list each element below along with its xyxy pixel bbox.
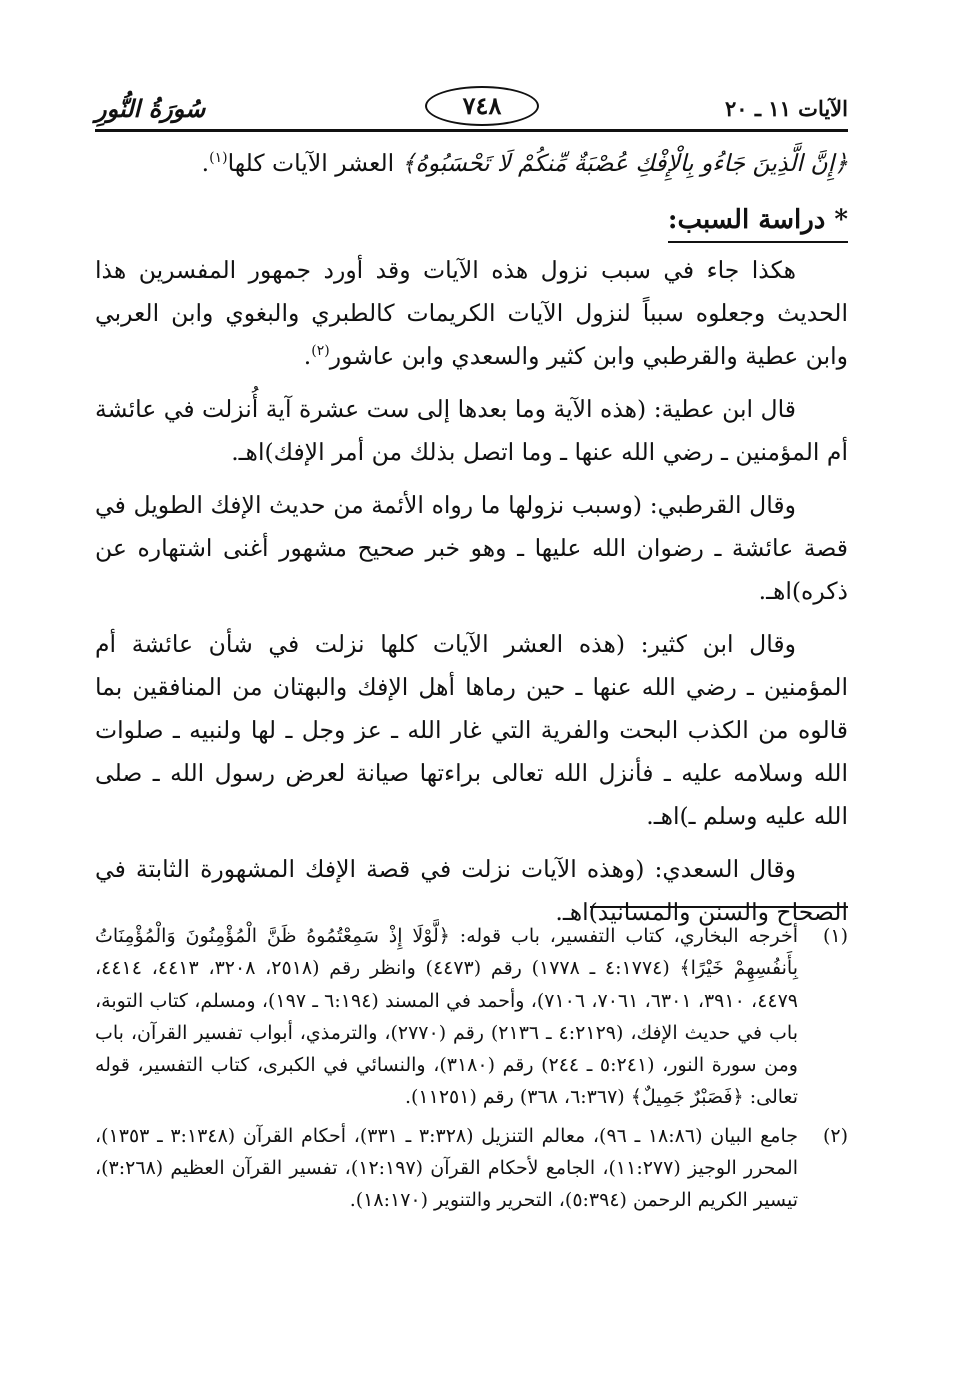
footnote-ref-2: (٢) xyxy=(311,343,330,360)
header-rule xyxy=(95,129,848,132)
paragraph: وقال ابن كثير: (هذه العشر الآيات كلها نزلت في شأن عائشة أم المؤمنين ـ رضي الله عنها ـ حين رماها أهل الإفك والبهتان من المنافقين بما قالوه من الكذب البحت والفرية التي غار الله ـ عز وجل ـ لها ولنبيه ـ صلوات الله وسلامه عليه ـ فأنزل الله تعالى براءتها صيانة لعرض رسول الله ـ صلى الله عليه وسلم ـ)اهـ. xyxy=(95,630,848,830)
header-verse-range: الآيات ١١ ـ ٢٠ xyxy=(724,96,848,121)
footnote-number: (٢) xyxy=(822,1124,848,1147)
footnote-number: (١) xyxy=(822,925,848,947)
paragraph: وقال السعدي: (وهذه الآيات نزلت في قصة الإفك المشهورة الثابتة في الصحاح والسنن والمسانيد)اهـ. xyxy=(95,855,848,926)
opening-text: العشر الآيات كلها xyxy=(227,149,402,177)
footnote-separator xyxy=(590,906,848,908)
paragraph xyxy=(95,249,848,378)
page-number: ٧٤٨ xyxy=(425,86,539,126)
footnote-ref-1: (١) xyxy=(209,150,228,167)
main-text xyxy=(95,142,848,944)
footnote-text: جامع البيان (١٨:٨٦ ـ ٩٦)، معالم التنزيل (٣:٣٢٨ ـ ٣٣١)، أحكام القرآن (٣:١٣٤٨ ـ ١٣٥٣)، المحرر الوجيز (١١:٢٧٧)، الجامع لأحكام القرآن (١٢:١٩٧)، تفسير القرآن العظيم (٣:٢٦٨)، تيسير الكريم الرحمن (٥:٣٩٤)، التحرير والتنوير (١٨:١٧٠). xyxy=(95,1124,798,1212)
header-surah-title: سُورَةُ النُّورِ xyxy=(95,94,206,123)
footnotes xyxy=(95,920,848,1223)
paragraph: قال ابن عطية: (هذه الآية وما بعدها إلى ست عشرة آية أُنزلت في عائشة أم المؤمنين ـ رضي الله عنها ـ وما اتصل بذلك من أمر الإفك)اهـ. xyxy=(95,395,848,466)
footnote-item xyxy=(95,1120,848,1217)
paragraph-text: هكذا جاء في سبب نزول هذه الآيات وقد أورد جمهور المفسرين هذا الحديث وجعلوه سبباً لنزول الآيات الكريمات كالطبري والبغوي وابن العربي وابن عطية والقرطبي وابن كثير والسعدي وابن عاشور xyxy=(95,256,848,370)
footnote-item xyxy=(95,920,848,1114)
paragraph-end: . xyxy=(303,342,312,370)
opening-end: . xyxy=(201,149,210,177)
quran-quote: ﴿إِنَّ الَّذِينَ جَاءُو بِالْإِفْكِ عُصْبَةٌ مِّنكُمْ لَا تَحْسَبُوهُ﴾ xyxy=(401,149,848,177)
paragraph: وقال القرطبي: (وسبب نزولها ما رواه الأئمة من حديث الإفك الطويل في قصة عائشة ـ رضوان الله عليها ـ وهو خبر صحيح مشهور أغنى اشتهاره عن ذكره)اهـ. xyxy=(95,491,848,605)
running-header xyxy=(95,86,848,132)
section-heading: * دراسة السبب: xyxy=(668,199,848,243)
footnote-text: أخرجه البخاري، كتاب التفسير، باب قوله: ﴿لَّوْلَا إِذْ سَمِعْتُمُوهُ ظَنَّ الْمُؤْمِنُونَ وَالْمُؤْمِنَاتُ بِأَنفُسِهِمْ خَيْرًا﴾ (٤:١٧٧٤ ـ ١٧٧٨) رقم (٤٤٧٣) وانظر رقم (٢٥١٨، ٣٢٠٨، ٤٤١٣، ٤٤١٤، ٤٤٧٩، ٣٩١٠، ٦٣٠١، ٧٠٦١، ٧١٠٦)، وأحمد في المسند (٦:١٩٤ ـ ١٩٧)، ومسلم، كتاب التوبة، باب في حديث الإفك، (٤:٢١٢٩ ـ ٢١٣٦) رقم (٢٧٧٠)، والترمذي، أبواب تفسير القرآن، باب ومن سورة النور، (٥:٢٤١ ـ ٢٤٤) رقم (٣١٨٠)، والنسائي في الكبرى، كتاب التفسير، قوله تعالى: ﴿فَصَبْرٌ جَمِيلٌ﴾ (٦:٣٦٧، ٣٦٨) رقم (١١٢٥١). xyxy=(95,925,799,1109)
opening-line xyxy=(95,142,848,185)
